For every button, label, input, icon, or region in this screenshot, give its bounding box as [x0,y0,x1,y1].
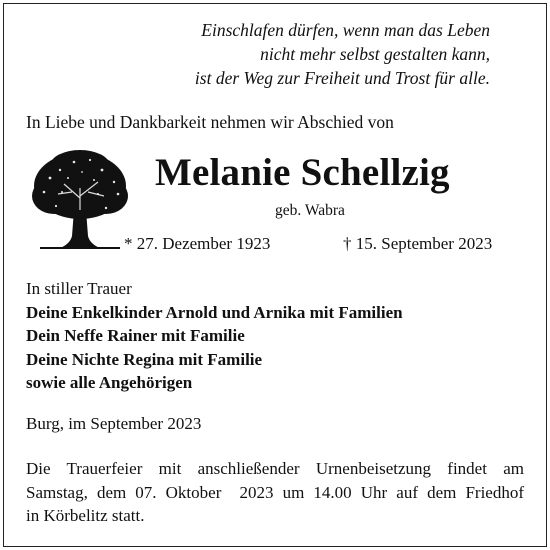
mourner-line: Dein Neffe Rainer mit Familie [26,326,245,345]
place-date: Burg, im September 2023 [26,414,202,433]
mourners-block [26,277,403,395]
service-info [26,457,524,528]
memorial-poem [20,18,490,90]
mourner-line: Deine Enkelkinder Arnold und Arnika mit Familien [26,302,403,322]
mourners-heading: In stiller Trauer [26,279,132,298]
poem-line: ist der Weg zur Freiheit und Trost für alle. [194,68,490,88]
deceased-name-text: Melanie Schellzig [155,151,450,194]
poem-line: nicht mehr selbst gestalten kann, [260,44,490,64]
poem-line: Einschlafen dürfen, wenn man das Leben [201,20,490,40]
service-line: Samstag, dem 07. Oktober 2023 um 14.00 Uhr auf dem Friedhof [26,482,524,502]
deceased-name [0,150,550,195]
mourner-line: Deine Nichte Regina mit Familie [26,349,263,369]
birth-name: geb. Wabra [275,202,345,219]
death-date: † 15. September 2023 [343,234,493,253]
birth-date: * 27. Dezember 1923 [124,234,271,253]
mourner-line: sowie alle Angehörigen [26,373,193,392]
service-line: Die Trauerfeier mit anschließender Urnenbeisetzung findet am [26,459,524,478]
service-line: in Körbelitz statt. [26,506,145,525]
intro-text: In Liebe und Dankbarkeit nehmen wir Abschied von [26,112,394,132]
